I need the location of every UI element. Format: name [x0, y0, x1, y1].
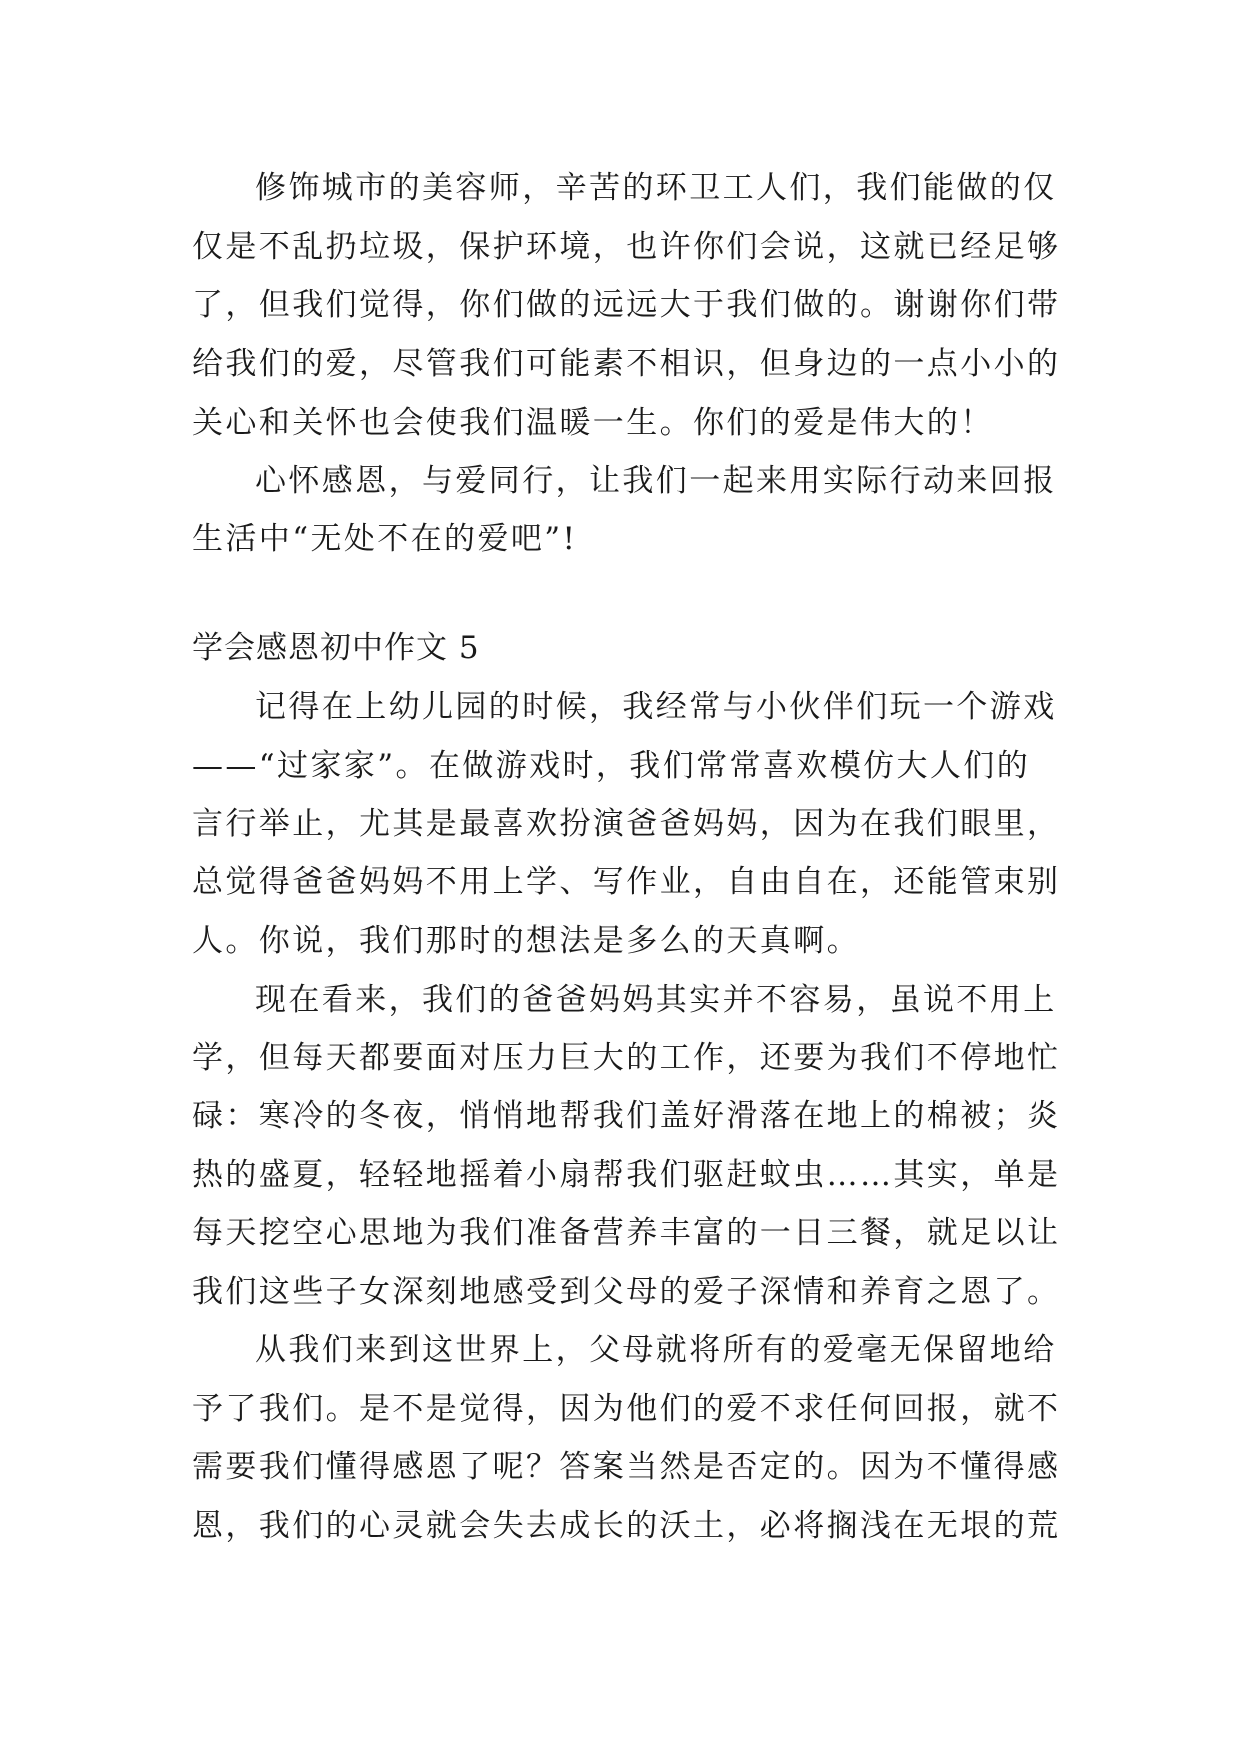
text-line: 仅是不乱扔垃圾，保护环境，也许你们会说，这就已经足够 [192, 229, 1061, 265]
text-line: ——“过家家”。在做游戏时，我们常常喜欢模仿大人们的 [192, 748, 1031, 784]
text-line: 需要我们懂得感恩了呢？答案当然是否定的。因为不懂得感 [192, 1449, 1061, 1485]
section-heading: 学会感恩初中作文 5 [192, 630, 480, 666]
text-line: 恩，我们的心灵就会失去成长的沃土，必将搁浅在无垠的荒 [192, 1508, 1061, 1544]
text-line: 心怀感恩，与爱同行，让我们一起来用实际行动来回报 [255, 463, 1057, 499]
text-line: 每天挖空心思地为我们准备营养丰富的一日三餐，就足以让 [192, 1215, 1061, 1251]
text-line: 从我们来到这世界上，父母就将所有的爱毫无保留地给 [255, 1332, 1057, 1368]
text-line: 修饰城市的美容师，辛苦的环卫工人们，我们能做的仅 [255, 170, 1057, 206]
text-line: 现在看来，我们的爸爸妈妈其实并不容易，虽说不用上 [255, 982, 1057, 1018]
text-line: 热的盛夏，轻轻地摇着小扇帮我们驱赶蚊虫……其实，单是 [192, 1157, 1061, 1193]
text-line: 我们这些子女深刻地感受到父母的爱子深情和养育之恩了。 [192, 1274, 1061, 1310]
text-line: 生活中“无处不在的爱吧”! [192, 521, 578, 557]
text-line: 了，但我们觉得，你们做的远远大于我们做的。谢谢你们带 [192, 287, 1061, 323]
text-line: 碌：寒冷的冬夜，悄悄地帮我们盖好滑落在地上的棉被；炎 [192, 1098, 1061, 1134]
text-line: 总觉得爸爸妈妈不用上学、写作业，自由自在，还能管束别 [192, 864, 1061, 900]
text-line: 予了我们。是不是觉得，因为他们的爱不求任何回报，就不 [192, 1391, 1061, 1427]
text-line: 关心和关怀也会使我们温暖一生。你们的爱是伟大的！ [192, 405, 994, 441]
text-line: 给我们的爱，尽管我们可能素不相识，但身边的一点小小的 [192, 346, 1061, 382]
text-line: 人。你说，我们那时的想法是多么的天真啊。 [192, 923, 860, 959]
text-line: 学，但每天都要面对压力巨大的工作，还要为我们不停地忙 [192, 1040, 1061, 1076]
text-line: 记得在上幼儿园的时候，我经常与小伙伴们玩一个游戏 [255, 689, 1057, 725]
text-line: 言行举止，尤其是最喜欢扮演爸爸妈妈，因为在我们眼里， [192, 806, 1061, 842]
